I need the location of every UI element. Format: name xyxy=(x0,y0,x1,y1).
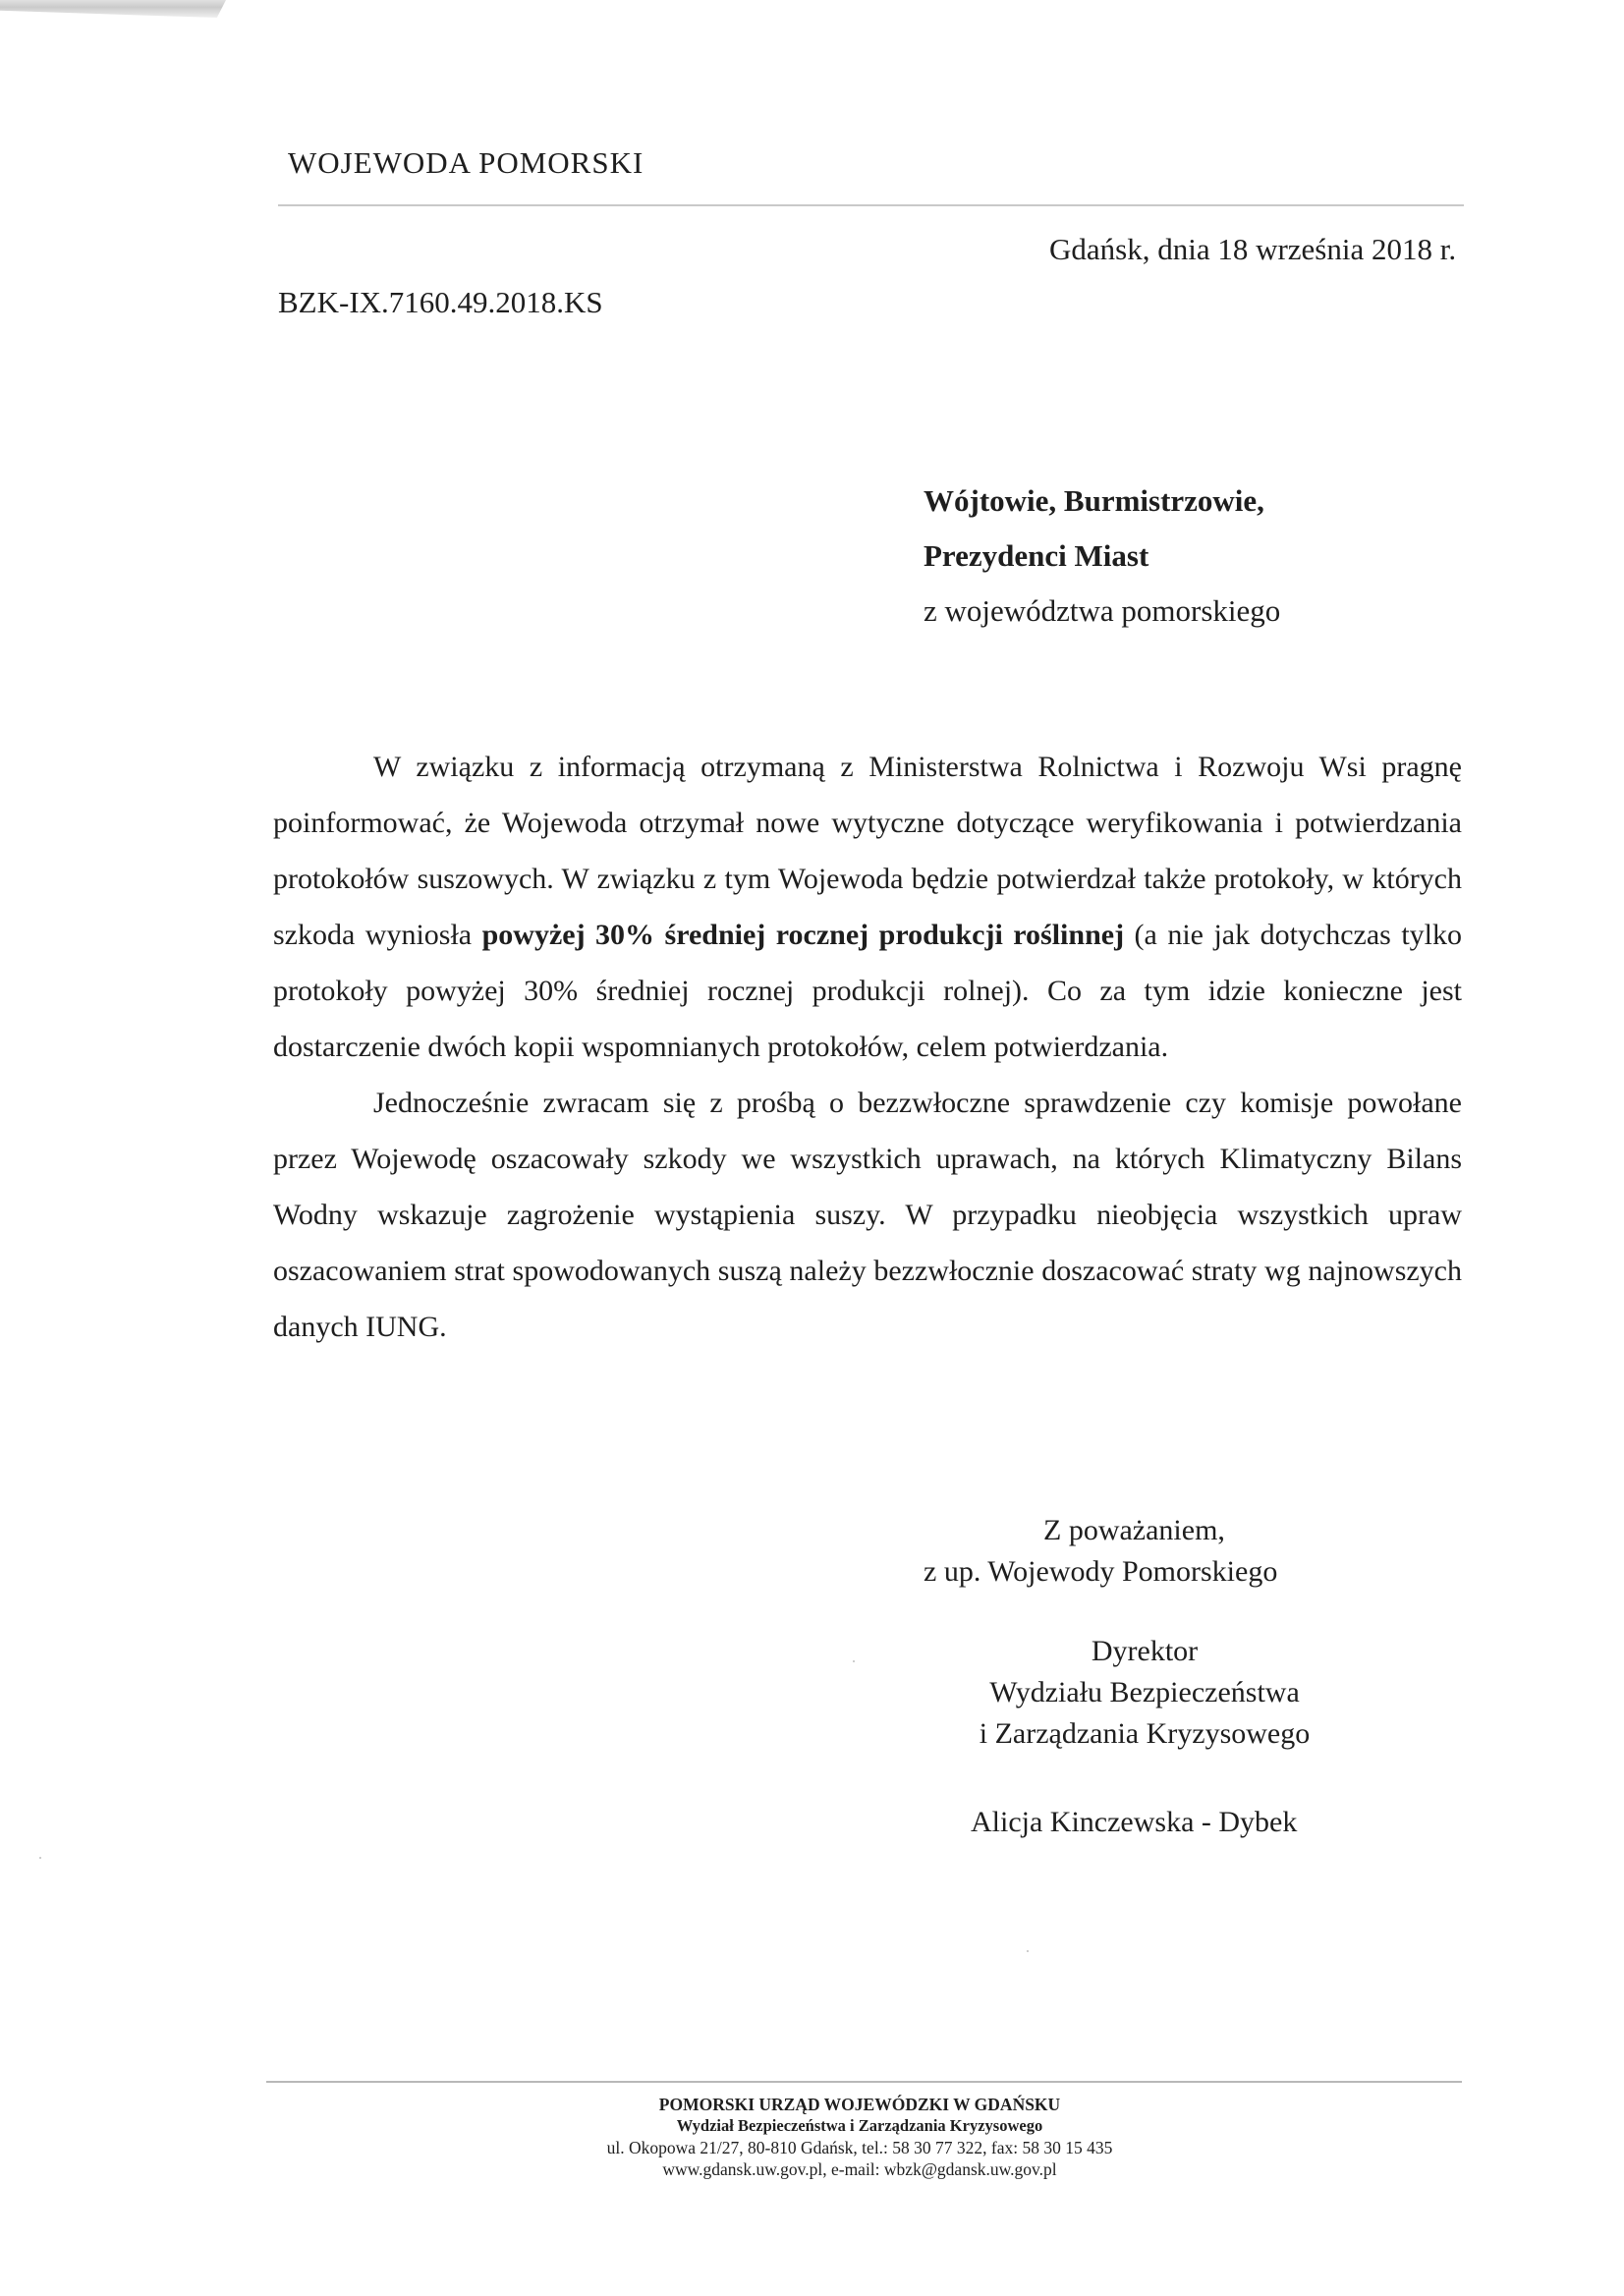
reference-number: BZK-IX.7160.49.2018.KS xyxy=(278,285,603,319)
signatory-title-block xyxy=(958,1631,1331,1755)
recipient-line-2: Prezydenci Miast xyxy=(924,538,1149,573)
recipient-line-1: Wójtowie, Burmistrzowie, xyxy=(924,483,1264,518)
body-paragraph-1-emphasis: powyżej 30% średniej rocznej produkcji roślinnej xyxy=(481,919,1125,951)
footer-web: www.gdansk.uw.gov.pl, e-mail: wbzk@gdansk.uw.gov.pl xyxy=(662,2159,1057,2179)
body-paragraph-1-text-a: W związku z informacją otrzymaną z Ministerstwa Rolnictwa i Rozwoju Wsi pragnę poinformować, że Wojewoda otrzymał nowe wytyczne dotyczące weryfikowania i potwierdzania protokołów suszowych. W związku z tym Wojewoda będzie potwierdzał także protokoły, w których szkoda wyniosła xyxy=(273,751,1462,951)
signatory-title-2: Wydziału Bezpieczeństwa xyxy=(989,1676,1300,1708)
closing-block xyxy=(924,1510,1277,1593)
signatory-name: Alicja Kinczewska - Dybek xyxy=(971,1806,1298,1838)
letterhead-title: WOJEWODA POMORSKI xyxy=(288,145,644,180)
letter-body xyxy=(273,739,1462,1355)
scan-artifact xyxy=(0,0,226,18)
footer-department: Wydział Bezpieczeństwa i Zarządzania Kryzysowego xyxy=(676,2116,1043,2135)
footer-office: POMORSKI URZĄD WOJEWÓDZKI W GDAŃSKU xyxy=(658,2095,1061,2114)
footer-address: ul. Okopowa 21/27, 80-810 Gdańsk, tel.: 58 30 77 322, fax: 58 30 15 435 xyxy=(606,2138,1113,2157)
body-paragraph-2: Jednocześnie zwracam się z prośbą o bezzwłoczne sprawdzenie czy komisje powołane przez Wojewodę oszacowały szkody we wszystkich uprawach, na których Klimatyczny Bilans Wodny wskazuje zagrożenie wystąpienia suszy. W przypadku nieobjęcia wszystkich upraw oszacowaniem strat spowodowanych suszą należy bezzwłocznie doszacować straty wg najnowszych danych IUNG. xyxy=(273,1087,1462,1343)
recipient-line-3: z województwa pomorskiego xyxy=(924,593,1281,628)
closing-on-behalf: z up. Wojewody Pomorskiego xyxy=(924,1555,1278,1588)
header-divider xyxy=(278,204,1464,206)
letter-date: Gdańsk, dnia 18 września 2018 r. xyxy=(1049,232,1457,266)
signatory-title-3: i Zarządzania Kryzysowego xyxy=(979,1717,1311,1750)
scan-speck xyxy=(1027,1950,1029,1952)
scan-speck xyxy=(853,1660,855,1662)
recipient-block xyxy=(924,474,1280,639)
letter-footer xyxy=(491,2094,1228,2180)
body-paragraph-1-text-b: (a nie jak dotychczas tylko protokoły powyżej 30% średniej rocznej produkcji rolnej). Co za tym idzie konieczne jest dostarczenie dwóch kopii wspomnianych protokołów, celem potwierdzania. xyxy=(273,919,1462,1063)
footer-divider xyxy=(266,2081,1462,2083)
scan-speck xyxy=(39,1857,41,1859)
signatory-title-1: Dyrektor xyxy=(1091,1635,1199,1667)
body-paragraph-1 xyxy=(273,739,1462,1075)
closing-regards: Z poważaniem, xyxy=(1043,1514,1225,1546)
